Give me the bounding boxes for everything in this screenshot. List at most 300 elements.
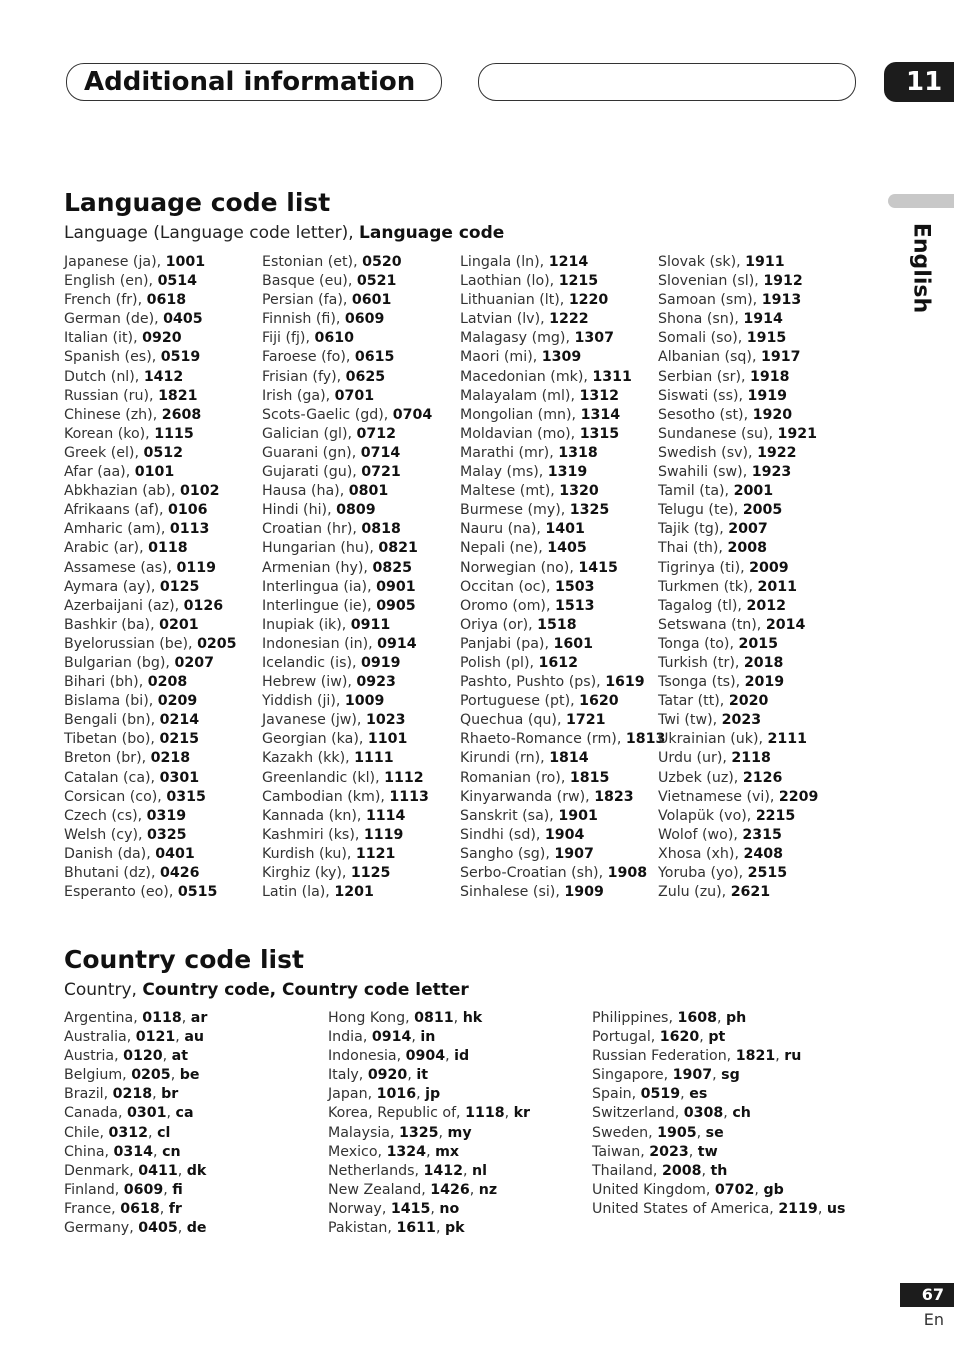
language-code: 0512 [143,444,183,461]
language-name: Greenlandic (kl), [262,769,385,786]
language-code: 0601 [351,292,392,309]
language-name: Scots-Gaelic (gd), [262,406,393,423]
side-language-label: English [908,222,934,314]
language-entry [64,482,237,501]
language-name: Swahili (sw), [658,464,752,481]
language-entry [64,788,237,807]
country-entry [592,1085,845,1104]
country-name: Finland, [64,1181,124,1198]
subtitle-bold: Language code [359,223,505,243]
separator: , [723,1105,733,1122]
language-name: Estonian (et), [262,254,363,270]
language-entry [64,597,237,616]
language-name: Samoan (sm), [658,292,762,309]
language-name: Bhutani (dz), [64,865,160,881]
country-name: Switzerland, [592,1105,684,1122]
country-name: Belgium, [64,1067,132,1084]
language-code: 1125 [350,865,391,881]
language-code: 0919 [361,654,401,671]
country-letter-code: dk [186,1162,207,1179]
language-code: 1915 [746,330,787,347]
language-code: 0118 [148,540,188,557]
language-code: 1612 [538,654,579,671]
language-entry [658,539,818,558]
language-entry [262,329,432,348]
language-entry [64,272,237,291]
language-entry [460,253,665,272]
country-name: United Kingdom, [592,1181,715,1198]
language-code: 1920 [752,406,793,423]
country-code: 0218 [112,1086,153,1103]
language-code: 2118 [731,750,771,767]
chapter-number-tab: 11 [884,62,954,102]
language-name: Pashto, Pushto (ps), [460,674,606,691]
country-name: Russian Federation, [592,1048,736,1065]
country-letter-code: it [416,1067,428,1084]
language-code: 1821 [158,387,198,404]
language-name: German (de), [64,311,164,328]
page-number: 67 [900,1283,954,1307]
subtitle-plain: Language (Language code letter), [64,223,360,243]
language-name: Albanian (sq), [658,349,761,366]
language-entry [460,539,665,558]
country-code: 0121 [135,1029,176,1046]
language-code: 2608 [161,406,202,423]
language-name: Kashmiri (ks), [262,826,364,843]
language-name: Portuguese (pt), [460,693,580,710]
language-code: 2020 [728,693,769,710]
language-entry [460,769,665,788]
country-code-list-subtitle [64,980,469,1000]
language-name: Bulgarian (bg), [64,654,175,671]
language-code: 2315 [742,826,782,843]
separator: , [817,1200,827,1217]
language-code: 1318 [558,444,598,461]
country-entry [64,1047,207,1066]
page-title: Additional information [84,67,416,97]
language-code: 1220 [568,292,609,309]
language-code: 0214 [159,712,200,729]
language-entry [460,482,665,501]
language-name: Welsh (cy), [64,826,148,843]
language-entry [64,769,237,788]
language-code: 1111 [354,750,394,767]
language-entry [658,520,818,539]
language-name: Hausa (ha), [262,483,349,500]
language-code: 1919 [747,387,788,404]
separator: , [181,1010,191,1026]
separator: , [469,1181,479,1198]
language-name: Tajik (tg), [658,521,729,538]
language-name: Frisian (fy), [262,368,346,385]
language-code: 2012 [746,597,786,614]
language-entry [658,310,818,329]
language-code: 1115 [154,425,194,442]
language-code: 0515 [177,884,218,901]
country-name: China, [64,1143,114,1160]
separator: , [177,1162,187,1179]
language-entry [64,253,237,272]
separator: , [435,1220,445,1237]
language-entry [460,673,665,692]
language-code: 1503 [555,578,595,595]
language-code: 0207 [174,654,214,671]
separator: , [430,1200,440,1217]
country-code: 1611 [396,1220,436,1237]
language-code: 2018 [743,654,784,671]
language-entry [262,272,432,291]
language-name: Somali (so), [658,330,747,347]
language-code: 2008 [727,540,767,557]
country-code: 0811 [414,1010,454,1026]
country-name: Hong Kong, [328,1010,415,1026]
language-entry [658,444,818,463]
language-code: 1601 [553,635,593,652]
language-code: 0721 [361,464,401,481]
language-code: 1908 [607,865,648,881]
country-name: Thailand, [592,1162,662,1179]
language-code: 1620 [579,693,619,710]
country-column-3 [592,1009,845,1219]
country-letter-code: br [161,1086,179,1103]
language-code: 0704 [392,406,433,423]
language-entry [64,826,237,845]
language-code: 0325 [147,826,187,843]
language-code: 0315 [166,788,206,805]
language-entry [262,788,432,807]
subtitle-bold: Country code, Country code letter [142,980,469,1000]
language-entry [460,425,665,444]
country-name: Argentina, [64,1010,143,1026]
language-entry [460,291,665,310]
language-entry [460,807,665,826]
language-code: 1315 [579,425,620,442]
language-code: 0209 [157,693,198,710]
language-name: Thai (th), [658,540,728,557]
language-entry [262,368,432,387]
language-entry [262,807,432,826]
language-name: Arabic (ar), [64,540,149,557]
country-letter-code: id [454,1048,470,1065]
language-name: Tamil (ta), [658,483,734,500]
country-entry [592,1124,845,1143]
language-code: 0319 [146,807,187,824]
country-entry [64,1104,207,1123]
language-entry [460,272,665,291]
country-name: Indonesia, [328,1048,406,1065]
country-name: Canada, [64,1105,128,1122]
country-name: Mexico, [328,1143,387,1160]
language-code: 2009 [749,559,789,576]
language-name: Yiddish (ji), [262,693,345,710]
country-name: Australia, [64,1029,136,1046]
country-letter-code: no [439,1200,460,1217]
language-name: Laothian (lo), [460,273,559,290]
language-name: Bashkir (ba), [64,616,160,633]
language-code: 1619 [605,674,645,691]
language-name: Kirundi (rn), [460,750,550,767]
language-name: Persian (fa), [262,292,352,309]
language-entry [460,730,665,749]
language-entry [64,692,237,711]
language-entry [64,329,237,348]
country-letter-code: es [689,1086,708,1103]
language-code: 0125 [159,578,200,595]
country-code: 0301 [127,1105,167,1122]
language-entry [262,253,432,272]
language-code: 1001 [165,254,206,270]
language-name: Slovenian (sl), [658,273,764,290]
language-code: 1901 [558,807,598,824]
language-name: Occitan (oc), [460,578,556,595]
language-column-1 [64,253,237,902]
language-code: 0426 [159,865,200,881]
language-code: 1401 [545,521,585,538]
language-entry [658,463,818,482]
language-entry [460,387,665,406]
country-name: France, [64,1200,121,1217]
language-entry [658,883,818,902]
language-name: Slovak (sk), [658,254,746,270]
language-entry [658,654,818,673]
language-code: 2111 [767,731,807,748]
language-name: Javanese (jw), [262,712,366,729]
language-name: Kannada (kn), [262,807,366,824]
language-entry [658,673,818,692]
language-name: Volapük (vo), [658,807,756,824]
separator: , [426,1143,436,1160]
language-entry [460,578,665,597]
language-entry [658,692,818,711]
language-name: Galician (gl), [262,425,357,442]
country-letter-code: my [447,1124,472,1141]
separator: , [688,1143,698,1160]
separator: , [411,1029,421,1046]
language-code: 0914 [377,635,417,652]
country-letter-code: ca [175,1105,194,1122]
language-name: Afrikaans (af), [64,502,168,519]
language-name: Tsonga (ts), [658,674,745,691]
language-name: Turkmen (tk), [658,578,758,595]
separator: , [445,1048,455,1065]
language-name: Twi (tw), [658,712,722,729]
language-name: Serbian (sr), [658,368,751,385]
country-letter-code: pt [708,1029,726,1046]
language-code: 2015 [738,635,778,652]
language-name: Malayalam (ml), [460,387,580,404]
separator: , [696,1124,706,1141]
language-code: 0218 [150,750,191,767]
language-entry [460,692,665,711]
language-code: 1904 [544,826,585,843]
language-name: Corsican (co), [64,788,167,805]
language-entry [262,463,432,482]
language-code: 1309 [541,349,582,366]
language-code: 1815 [569,769,610,786]
language-code: 2023 [721,712,762,729]
language-entry [658,788,818,807]
country-letter-code: au [184,1029,204,1046]
language-entry [658,482,818,501]
language-name: Tigrinya (ti), [658,559,750,576]
language-entry [64,616,237,635]
language-name: Burmese (my), [460,502,570,519]
language-entry [262,826,432,845]
language-code: 1405 [547,540,587,557]
country-letter-code: th [710,1162,728,1179]
language-entry [262,501,432,520]
language-name: Assamese (as), [64,559,177,576]
separator: , [166,1105,176,1122]
language-entry [658,578,818,597]
language-name: Nepali (ne), [460,540,548,557]
country-code: 0519 [640,1086,681,1103]
language-code: 1721 [565,712,606,729]
language-name: Macedonian (mk), [460,368,593,385]
language-code: 0102 [180,483,220,500]
country-code: 1325 [399,1124,439,1141]
language-entry [460,711,665,730]
language-entry [460,329,665,348]
language-name: Rhaeto-Romance (rm), [460,731,626,748]
language-code: 0521 [356,273,397,290]
language-entry [262,425,432,444]
language-code: 2515 [747,865,788,881]
separator: , [775,1048,785,1065]
language-name: Amharic (am), [64,521,170,538]
language-code: 1813 [625,731,666,748]
language-name: Gujarati (gu), [262,464,362,481]
country-name: Portugal, [592,1029,660,1046]
country-letter-code: pk [444,1220,465,1237]
language-entry [262,348,432,367]
country-code: 1412 [423,1162,464,1179]
language-name: Siswati (ss), [658,387,748,404]
language-code: 1119 [363,826,404,843]
language-code: 1320 [559,483,599,500]
language-code: 1911 [745,254,785,270]
country-code: 0312 [108,1124,149,1141]
country-code: 1324 [386,1143,427,1160]
language-code: 2621 [730,884,771,901]
separator: , [463,1162,473,1179]
language-entry [262,730,432,749]
country-name: Brazil, [64,1086,113,1103]
country-entry [328,1028,530,1047]
language-code: 1314 [580,406,621,423]
language-entry [460,654,665,673]
language-code: 0609 [344,311,385,328]
language-entry [64,387,237,406]
language-entry [262,578,432,597]
country-letter-code: nz [478,1181,498,1198]
language-name: Swedish (sv), [658,444,758,461]
separator: , [177,1220,187,1237]
language-code: 1912 [763,273,803,290]
language-code: 1823 [594,788,634,805]
language-name: Aymara (ay), [64,578,160,595]
language-entry [658,272,818,291]
language-entry [460,463,665,482]
language-entry [64,348,237,367]
language-entry [64,444,237,463]
language-name: Malagasy (mg), [460,330,575,347]
language-name: Sangho (sg), [460,845,555,862]
country-name: New Zealand, [328,1181,431,1198]
country-entry [328,1066,530,1085]
language-entry [262,559,432,578]
country-entry [592,1162,845,1181]
separator: , [148,1124,158,1141]
language-name: Setswana (tn), [658,616,766,633]
country-code: 1608 [677,1010,717,1026]
country-letter-code: gb [763,1181,784,1198]
language-name: Nauru (na), [460,521,546,538]
language-code: 0911 [350,616,391,633]
language-code: 2019 [744,674,785,691]
language-code: 0405 [163,311,203,328]
language-name: Norwegian (no), [460,559,579,576]
country-entry [328,1200,530,1219]
language-entry [460,559,665,578]
language-code: 1923 [751,464,792,481]
country-code: 2008 [661,1162,702,1179]
country-code: 0314 [113,1143,154,1160]
language-code: 1913 [761,292,802,309]
language-entry [64,749,237,768]
language-code: 1215 [558,273,599,290]
language-code: 0923 [356,674,396,691]
country-code: 0118 [142,1010,182,1026]
language-entry [262,616,432,635]
language-entry [658,387,818,406]
language-entry [658,559,818,578]
language-code: 0401 [155,845,195,862]
language-name: Basque (eu), [262,273,357,290]
separator: , [163,1181,173,1198]
separator: , [153,1143,163,1160]
country-name: Pakistan, [328,1220,397,1237]
language-code: 0519 [160,349,201,366]
language-code: 2014 [765,616,806,633]
language-name: Tonga (to), [658,635,739,652]
country-code: 1620 [659,1029,700,1046]
language-code: 0801 [348,483,389,500]
language-entry [460,310,665,329]
country-letter-code: cn [162,1143,181,1160]
language-code: 1922 [757,444,797,461]
language-entry [262,769,432,788]
country-entry [328,1009,530,1028]
language-entry [262,654,432,673]
country-letter-code: se [705,1124,724,1141]
language-entry [658,253,818,272]
language-name: Danish (da), [64,845,156,862]
language-name: Guarani (gn), [262,444,361,461]
country-code: 1415 [390,1200,431,1217]
language-entry [64,501,237,520]
language-name: Ukrainian (uk), [658,731,768,748]
language-code: 0208 [147,674,188,691]
country-letter-code: tw [697,1143,718,1160]
language-entry [460,368,665,387]
country-name: Austria, [64,1048,124,1065]
language-name: Tibetan (bo), [64,731,160,748]
language-code: 1907 [554,845,594,862]
country-name: Singapore, [592,1067,673,1084]
language-name: Irish (ga), [262,387,335,404]
language-entry [658,425,818,444]
